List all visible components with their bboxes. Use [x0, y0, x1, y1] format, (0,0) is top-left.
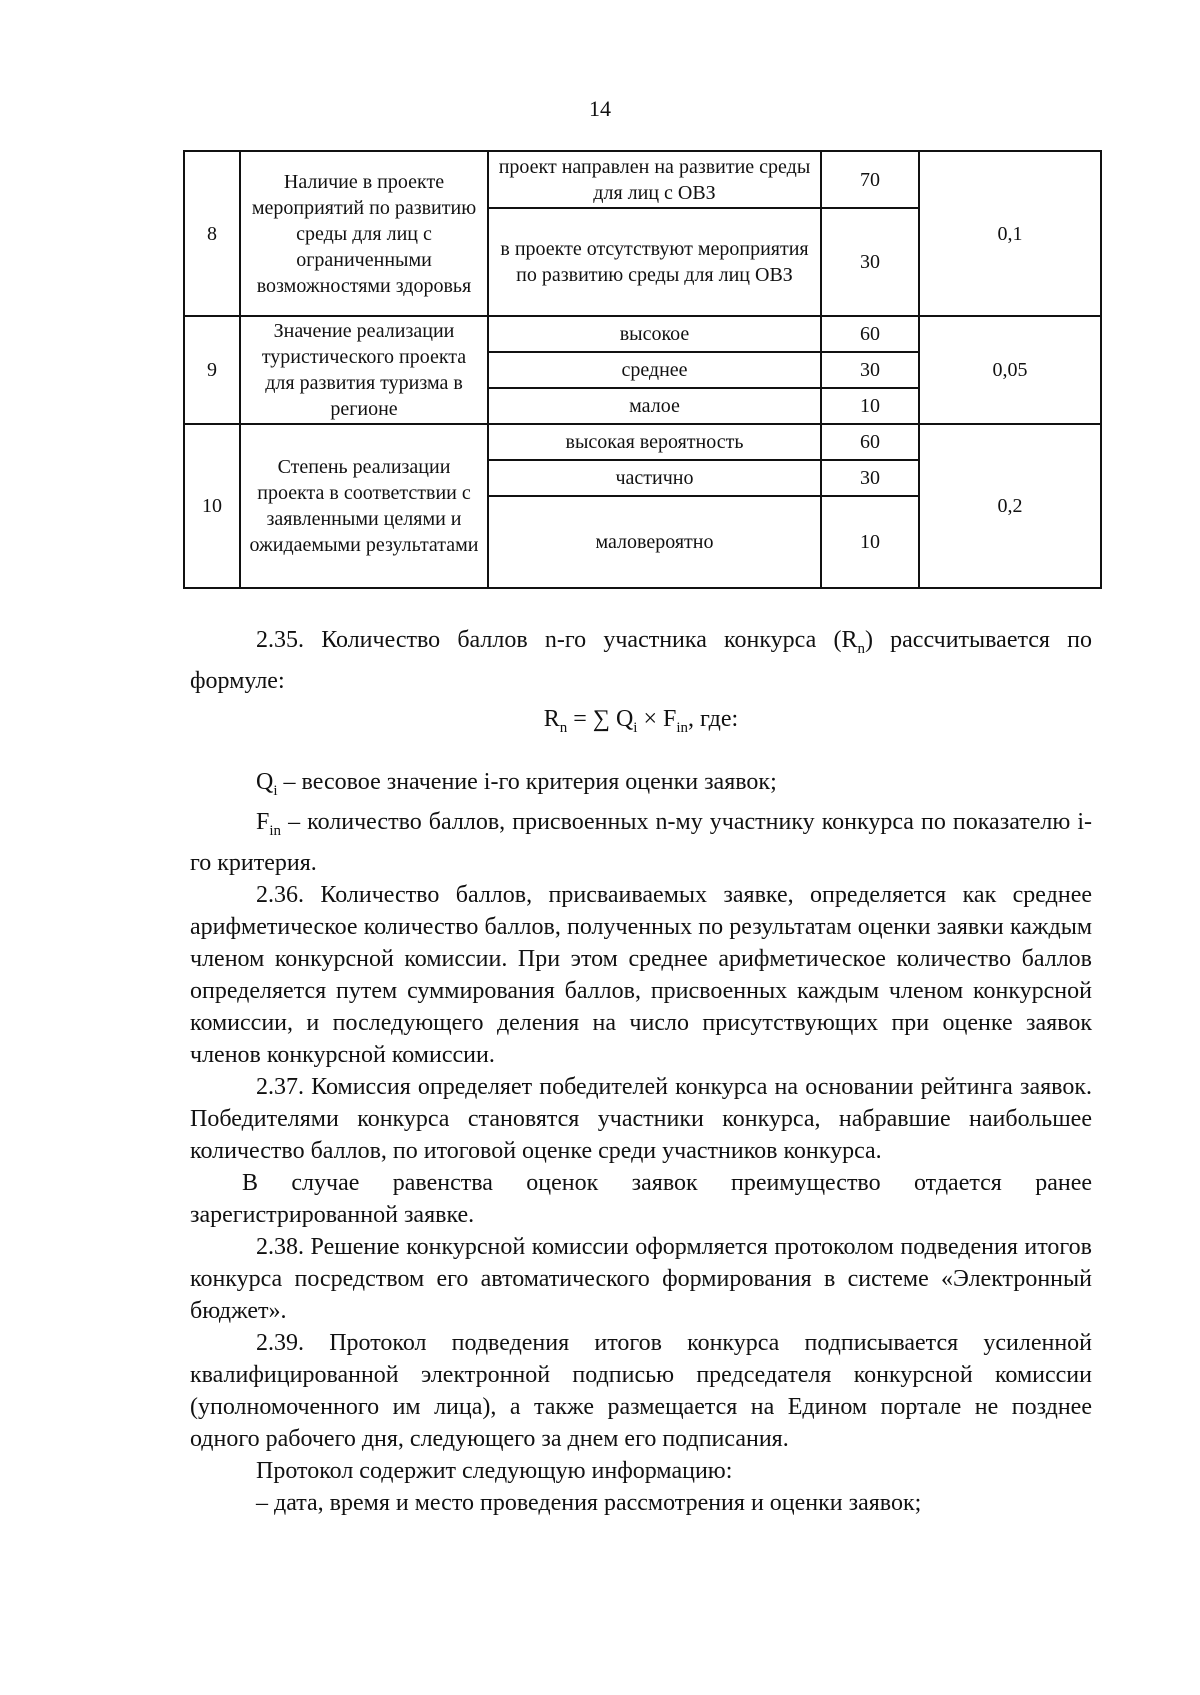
table-row: [184, 316, 1101, 352]
paragraph-2-36: 2.36. Количество баллов, присваиваемых заявке, определяется как среднее арифметическое количество баллов, полученных по результатам оценки заявки каждым членом конкурсной комиссии. При этом среднее арифметическое количество баллов определяется путем суммирования баллов, присвоенных каждым членом конкурсной комиссии, и последующего деления на число присутствующих при оценке заявок членов конкурсной комиссии.: [190, 882, 1092, 1069]
criterion-points: 60: [821, 424, 919, 460]
criterion-points: 30: [821, 208, 919, 316]
definition-q: [190, 766, 1092, 807]
paragraph-protocol-contents: Протокол содержит следующую информацию:: [256, 1458, 733, 1485]
table-row: [184, 151, 1101, 208]
criterion-value: в проекте отсутствуют мероприятия по развитию среды для лиц ОВЗ: [488, 208, 821, 316]
paragraph-2-38: 2.38. Решение конкурсной комиссии оформляется протоколом подведения итогов конкурса посредством его автоматического формирования в системе «Электронный бюджет».: [190, 1234, 1092, 1325]
document-body: [190, 624, 1092, 1519]
criterion-points: 10: [821, 388, 919, 424]
criterion-value: проект направлен на развитие среды для лиц с ОВЗ: [488, 151, 821, 208]
criterion-points: 30: [821, 352, 919, 388]
text-run: , где:: [688, 705, 739, 732]
criterion-weight: 0,2: [919, 424, 1101, 588]
text-run: Q: [256, 768, 274, 795]
criterion-value: малое: [488, 388, 821, 424]
criterion-weight: 0,1: [919, 151, 1101, 316]
criterion-points: 30: [821, 460, 919, 496]
criterion-value: маловероятно: [488, 496, 821, 588]
page-number: 14: [589, 96, 611, 121]
text-run: F: [256, 809, 270, 836]
subscript: in: [269, 823, 282, 840]
text-run: = ∑ Q: [567, 705, 634, 732]
text-run: – весовое значение i-го критерия оценки заявок;: [277, 768, 777, 795]
criterion-value: высокая вероятность: [488, 424, 821, 460]
text-run: 2.35. Количество баллов n-го участника конкурса (R: [256, 627, 858, 653]
subscript: n: [559, 719, 568, 736]
subscript: in: [676, 719, 689, 736]
criterion-value: высокое: [488, 316, 821, 352]
subscript: i: [273, 782, 278, 799]
criterion-value: среднее: [488, 352, 821, 388]
definition-f: [190, 806, 1092, 879]
criterion-points: 70: [821, 151, 919, 208]
criterion-name: Наличие в проекте мероприятий по развитию среды для лиц с ограниченными возможностями здоровья: [240, 151, 488, 316]
text-run: R: [543, 705, 560, 732]
criterion-name: Значение реализации туристического проекта для развития туризма в регионе: [240, 316, 488, 424]
paragraph-2-37: 2.37. Комиссия определяет победителей конкурса на основании рейтинга заявок. Победителями конкурса становятся участники конкурса, набравшие наибольшее количество баллов, по итоговой оценке среди участников конкурса.: [190, 1074, 1092, 1165]
criterion-name: Степень реализации проекта в соответствии с заявленными целями и ожидаемыми результатами: [240, 424, 488, 588]
criterion-number: 9: [184, 316, 240, 424]
text-run: – количество баллов, присвоенных n-му участнику конкурса по показателю i-го критерия.: [190, 809, 1092, 877]
formula: [190, 703, 1092, 744]
criteria-table: [183, 150, 1102, 589]
criterion-value: частично: [488, 460, 821, 496]
subscript: i: [633, 719, 638, 736]
paragraph-2-39: 2.39. Протокол подведения итогов конкурса подписывается усиленной квалифицированной электронной подписью председателя конкурсной комиссии (уполномоченного им лица), а также размещается на Едином портале не позднее одного рабочего дня, следующего за днем его подписания.: [190, 1330, 1092, 1453]
criterion-number: 10: [184, 424, 240, 588]
paragraph-2-37-tie: В случае равенства оценок заявок преимущество отдается ранее зарегистрированной заявке.: [190, 1170, 1092, 1229]
text-run: ) рассчитывается по формуле:: [190, 627, 1092, 694]
table-row: [184, 424, 1101, 460]
criterion-weight: 0,05: [919, 316, 1101, 424]
paragraph-2-35: [190, 624, 1092, 697]
criterion-points: 10: [821, 496, 919, 588]
text-run: × F: [637, 705, 677, 732]
list-item: – дата, время и место проведения рассмотрения и оценки заявок;: [256, 1490, 922, 1517]
subscript: n: [857, 640, 865, 657]
criterion-number: 8: [184, 151, 240, 316]
criterion-points: 60: [821, 316, 919, 352]
